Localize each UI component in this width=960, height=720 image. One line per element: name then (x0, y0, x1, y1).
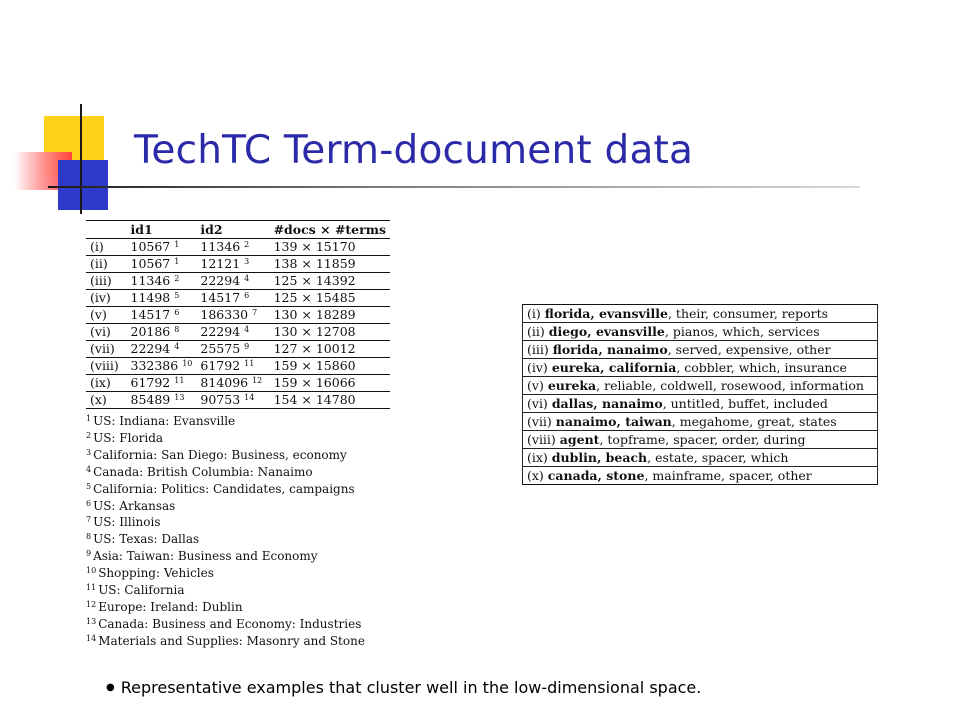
id2-cell (196, 290, 269, 307)
size-cell: 125 × 15485 (273, 290, 356, 305)
id2-value: 14517 (200, 290, 241, 305)
id1-value: 85489 (130, 392, 171, 407)
header-cell: #docs × #terms (273, 221, 386, 237)
footnote (86, 548, 390, 565)
other-terms: , estate, spacer, which (647, 450, 789, 465)
terms-cell (523, 449, 878, 467)
size-cell: 130 × 12708 (273, 324, 356, 339)
footnote-text: US: Illinois (93, 515, 161, 530)
terms-cell (523, 359, 878, 377)
id1-value: 10567 (130, 256, 171, 271)
id1-value: 14517 (130, 307, 171, 322)
table-row (86, 324, 390, 341)
table-row (523, 449, 878, 467)
table-row (86, 375, 390, 392)
bullet-text: Representative examples that cluster well in the low-dimensional space. (120, 678, 702, 697)
footnote-text: US: Texas: Dallas (93, 532, 200, 547)
id2-cell (196, 256, 269, 273)
id2-value: 814096 (200, 375, 249, 390)
table-row (523, 395, 878, 413)
footnote (86, 514, 390, 531)
other-terms: , mainframe, spacer, other (644, 468, 812, 483)
size-cell: 139 × 15170 (273, 239, 356, 254)
footnote-number: 11 (86, 583, 97, 593)
terms-table (522, 304, 878, 485)
id2-cell (196, 324, 269, 341)
footnote-number: 1 (86, 414, 92, 423)
id1-footnote-ref: 6 (174, 308, 180, 317)
id2-value: 11346 (200, 239, 241, 254)
id2-cell (196, 307, 269, 324)
id2-footnote-ref: 12 (252, 376, 263, 385)
footnote-text: US: Indiana: Evansville (93, 414, 236, 428)
id2-footnote-ref: 4 (244, 325, 250, 334)
row-label: (i) (90, 239, 104, 254)
decor-vertical-line (80, 104, 82, 214)
id2-value: 12121 (200, 256, 241, 271)
id1-cell (127, 256, 197, 273)
header-cell: id2 (200, 221, 223, 237)
footnote (86, 464, 390, 481)
id2-footnote-ref: 7 (252, 308, 258, 317)
id1-footnote-ref: 1 (174, 240, 180, 249)
table-row (86, 239, 390, 256)
id1-footnote-ref: 2 (174, 274, 180, 283)
table-row (523, 467, 878, 485)
id1-value: 22294 (130, 341, 171, 356)
other-terms: , served, expensive, other (667, 342, 831, 357)
size-cell: 154 × 14780 (273, 392, 356, 407)
key-terms: eureka, california (551, 360, 677, 375)
terms-cell (523, 323, 878, 341)
id2-value: 61792 (200, 358, 241, 373)
footnote-text: US: California (98, 583, 185, 598)
table-row (523, 413, 878, 431)
id2-footnote-ref: 11 (244, 359, 255, 368)
table-row (523, 305, 878, 323)
row-label: (iv) (527, 360, 548, 375)
id2-footnote-ref: 4 (244, 274, 250, 283)
id1-cell (127, 375, 197, 392)
footnote (86, 565, 390, 582)
footnote (86, 582, 390, 599)
id1-cell (127, 290, 197, 307)
id1-footnote-ref: 4 (174, 342, 180, 351)
size-cell: 125 × 14392 (273, 273, 356, 288)
footnote-text: Shopping: Vehicles (98, 566, 214, 581)
footnote-number: 4 (86, 464, 92, 474)
footnotes (86, 413, 390, 650)
other-terms: , their, consumer, reports (667, 306, 829, 321)
footnote-number: 9 (86, 549, 92, 559)
decor-blue-square (58, 160, 108, 210)
row-label: (ix) (90, 375, 111, 390)
other-terms: , megahome, great, states (671, 414, 837, 429)
footnote (86, 616, 390, 633)
id2-cell (196, 375, 269, 392)
size-cell: 138 × 11859 (273, 256, 356, 271)
id1-cell (127, 358, 197, 375)
table-row (523, 341, 878, 359)
id1-cell (127, 341, 197, 358)
footnote-text: California: Politics: Candidates, campaigns (93, 481, 355, 496)
row-label: (viii) (527, 432, 556, 447)
key-terms: canada, stone (547, 468, 645, 483)
footnote-number: 5 (86, 481, 92, 491)
table-row (86, 273, 390, 290)
footnote-number: 3 (86, 447, 92, 457)
size-cell: 159 × 15860 (273, 358, 356, 373)
row-label: (vi) (527, 396, 548, 411)
id1-footnote-ref: 10 (182, 359, 193, 368)
id2-cell (196, 358, 269, 375)
size-cell: 130 × 18289 (273, 307, 356, 322)
footnote (86, 413, 390, 430)
other-terms: , untitled, buffet, included (662, 396, 828, 411)
id1-cell (127, 273, 197, 290)
footnote-number: 13 (86, 616, 97, 626)
table-row (523, 431, 878, 449)
id1-cell (127, 392, 197, 409)
terms-cell (523, 431, 878, 449)
row-label: (vii) (90, 341, 115, 356)
row-label: (i) (527, 306, 541, 321)
footnote (86, 447, 390, 464)
slide-title: TechTC Term-document data (134, 128, 694, 173)
other-terms: , topframe, spacer, order, during (599, 432, 806, 447)
row-label: (vii) (527, 414, 552, 429)
footnote (86, 531, 390, 548)
id2-value: 22294 (200, 324, 241, 339)
key-terms: nanaimo, taiwan (555, 414, 672, 429)
id2-cell (196, 273, 269, 290)
row-label: (ii) (527, 324, 545, 339)
footnote-number: 7 (86, 515, 92, 525)
row-label: (iii) (90, 273, 112, 288)
table-row (523, 323, 878, 341)
table-header-row (86, 221, 390, 239)
footnote (86, 481, 390, 498)
footnote-number: 12 (86, 599, 97, 609)
id2-cell (196, 341, 269, 358)
row-label: (v) (527, 378, 544, 393)
footnote-text: US: Arkansas (93, 498, 176, 513)
terms-cell (523, 305, 878, 323)
header-cell: id1 (130, 221, 153, 237)
id2-value: 22294 (200, 273, 241, 288)
id1-cell (127, 307, 197, 324)
row-label: (iv) (90, 290, 111, 305)
id2-cell (196, 239, 269, 256)
id1-value: 332386 (130, 358, 179, 373)
row-label: (vi) (90, 324, 111, 339)
footnote-number: 6 (86, 498, 92, 508)
title-underline (48, 186, 860, 188)
id1-footnote-ref: 8 (174, 325, 180, 334)
id1-cell (127, 324, 197, 341)
footnote-number: 14 (86, 633, 97, 643)
table-row (86, 358, 390, 375)
table-row (523, 359, 878, 377)
id1-footnote-ref: 1 (174, 257, 180, 266)
footnote-number: 10 (86, 566, 97, 576)
terms-cell (523, 467, 878, 485)
key-terms: agent (559, 432, 600, 447)
id2-cell (196, 392, 269, 409)
footnote-text: Europe: Ireland: Dublin (98, 599, 243, 614)
id1-footnote-ref: 13 (174, 393, 185, 402)
footnote (86, 599, 390, 616)
footnote (86, 633, 390, 650)
id1-value: 20186 (130, 324, 171, 339)
bullet-icon: ● (106, 682, 115, 693)
terms-cell (523, 395, 878, 413)
footnote-text: Materials and Supplies: Masonry and Stone (98, 633, 365, 648)
footnote (86, 430, 390, 447)
other-terms: , pianos, which, services (664, 324, 820, 339)
key-terms: florida, nanaimo (552, 342, 668, 357)
row-label: (v) (90, 307, 107, 322)
other-terms: , cobbler, which, insurance (676, 360, 847, 375)
id2-footnote-ref: 6 (244, 291, 250, 300)
size-cell: 127 × 10012 (273, 341, 356, 356)
header-cell (86, 221, 127, 239)
terms-cell (523, 413, 878, 431)
row-label: (iii) (527, 342, 549, 357)
row-label: (viii) (90, 358, 119, 373)
table-row (86, 341, 390, 358)
id1-value: 10567 (130, 239, 171, 254)
table-row (86, 290, 390, 307)
id1-footnote-ref: 11 (174, 376, 185, 385)
other-terms: , reliable, coldwell, rosewood, information (596, 378, 864, 393)
footnote-text: US: Florida (93, 430, 164, 445)
id2-footnote-ref: 3 (244, 257, 250, 266)
id1-cell (127, 239, 197, 256)
id1-value: 11346 (130, 273, 171, 288)
footnote-number: 2 (86, 430, 92, 440)
row-label: (ix) (527, 450, 548, 465)
bullet-point (106, 678, 701, 697)
table-row (86, 307, 390, 324)
id2-value: 25575 (200, 341, 241, 356)
key-terms: dallas, nanaimo (551, 396, 663, 411)
size-cell: 159 × 16066 (273, 375, 356, 390)
id2-value: 90753 (200, 392, 241, 407)
id1-value: 61792 (130, 375, 171, 390)
dataset-table-section (86, 220, 390, 650)
key-terms: diego, evansville (548, 324, 665, 339)
footnote-text: Canada: British Columbia: Nanaimo (93, 464, 313, 479)
id2-footnote-ref: 9 (244, 342, 250, 351)
dataset-table (86, 220, 390, 409)
id1-value: 11498 (130, 290, 171, 305)
id2-footnote-ref: 2 (244, 240, 250, 249)
footnote-number: 8 (86, 532, 92, 542)
id2-value: 186330 (200, 307, 249, 322)
terms-cell (523, 341, 878, 359)
terms-cell (523, 377, 878, 395)
table-row (86, 256, 390, 273)
id1-footnote-ref: 5 (174, 291, 180, 300)
footnote-text: Asia: Taiwan: Business and Economy (93, 549, 318, 564)
key-terms: dublin, beach (551, 450, 648, 465)
table-row (523, 377, 878, 395)
key-terms: florida, evansville (544, 306, 668, 321)
row-label: (ii) (90, 256, 108, 271)
id2-footnote-ref: 14 (244, 393, 255, 402)
footnote (86, 498, 390, 515)
row-label: (x) (527, 468, 544, 483)
table-row (86, 392, 390, 409)
key-terms: eureka (547, 378, 597, 393)
row-label: (x) (90, 392, 107, 407)
footnote-text: Canada: Business and Economy: Industries (98, 616, 362, 631)
footnote-text: California: San Diego: Business, economy (93, 447, 347, 462)
